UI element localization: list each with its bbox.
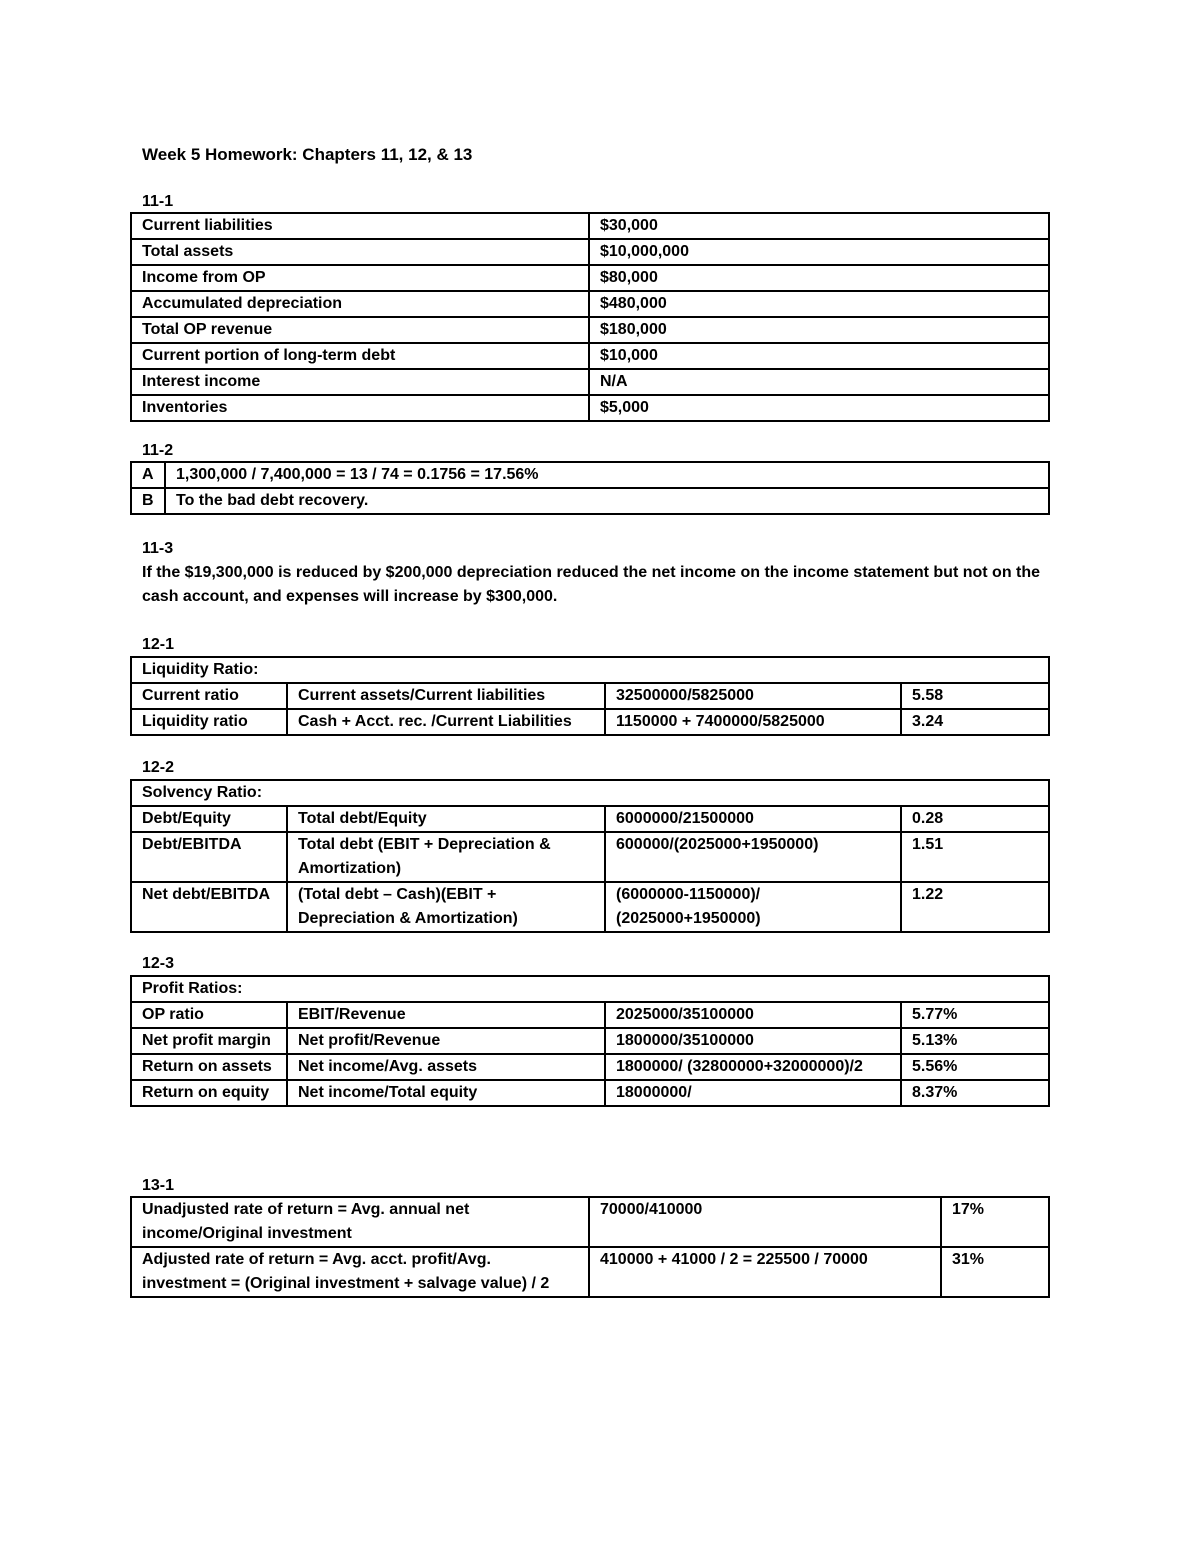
table-row	[131, 1002, 1049, 1028]
table-row	[131, 683, 1049, 709]
table-cell: 70000/410000	[589, 1197, 941, 1247]
table-cell: Total OP revenue	[131, 317, 589, 343]
table-cell: 1,300,000 / 7,400,000 = 13 / 74 = 0.1756 = 17.56%	[165, 462, 1049, 488]
table-12-3	[130, 975, 1050, 1107]
table-cell: 18000000/	[605, 1080, 901, 1106]
page-title: Week 5 Homework: Chapters 11, 12, & 13	[142, 145, 473, 164]
table-row	[131, 343, 1049, 369]
table-row	[131, 1247, 1049, 1297]
table-cell: Liquidity ratio	[131, 709, 287, 735]
table-cell: $180,000	[589, 317, 1049, 343]
table-cell: 410000 + 41000 / 2 = 225500 / 70000	[589, 1247, 941, 1297]
table-header: Profit Ratios:	[131, 976, 1049, 1002]
table-cell: Debt/Equity	[131, 806, 287, 832]
table-header: Liquidity Ratio:	[131, 657, 1049, 683]
table-cell: $30,000	[589, 213, 1049, 239]
table-row	[131, 462, 1049, 488]
table-cell: 1.22	[901, 882, 1049, 932]
table-cell: Return on assets	[131, 1054, 287, 1080]
table-cell: Cash + Acct. rec. /Current Liabilities	[287, 709, 605, 735]
table-row	[131, 1080, 1049, 1106]
table-cell: 8.37%	[901, 1080, 1049, 1106]
table-row	[131, 806, 1049, 832]
table-cell: EBIT/Revenue	[287, 1002, 605, 1028]
table-cell: 5.77%	[901, 1002, 1049, 1028]
section-label-11-3: 11-3	[142, 540, 174, 557]
table-cell: $10,000	[589, 343, 1049, 369]
table-row	[131, 265, 1049, 291]
table-cell: 32500000/5825000	[605, 683, 901, 709]
table-row	[131, 882, 1049, 932]
table-header-row	[131, 780, 1049, 806]
table-12-1	[130, 656, 1050, 736]
table-cell: (Total debt – Cash)(EBIT + Depreciation & Amortization)	[287, 882, 605, 932]
table-header: Solvency Ratio:	[131, 780, 1049, 806]
table-cell: 3.24	[901, 709, 1049, 735]
table-cell: (6000000-1150000)/ (2025000+1950000)	[605, 882, 901, 932]
table-row	[131, 317, 1049, 343]
table-cell: Total debt/Equity	[287, 806, 605, 832]
table-cell: OP ratio	[131, 1002, 287, 1028]
table-cell: Debt/EBITDA	[131, 832, 287, 882]
table-cell: Unadjusted rate of return = Avg. annual net income/Original investment	[131, 1197, 589, 1247]
section-label-11-2: 11-2	[142, 442, 174, 459]
section-label-11-1: 11-1	[142, 193, 174, 210]
table-cell: 6000000/21500000	[605, 806, 901, 832]
table-cell: Total assets	[131, 239, 589, 265]
table-cell: To the bad debt recovery.	[165, 488, 1049, 514]
table-cell: Net income/Avg. assets	[287, 1054, 605, 1080]
table-header-row	[131, 657, 1049, 683]
table-cell: 0.28	[901, 806, 1049, 832]
table-row	[131, 239, 1049, 265]
table-cell: Net profit/Revenue	[287, 1028, 605, 1054]
table-cell: Inventories	[131, 395, 589, 421]
table-cell: A	[131, 462, 165, 488]
table-row	[131, 709, 1049, 735]
table-header-row	[131, 976, 1049, 1002]
table-cell: B	[131, 488, 165, 514]
table-cell: 5.58	[901, 683, 1049, 709]
table-cell: 5.13%	[901, 1028, 1049, 1054]
table-11-1	[130, 212, 1050, 422]
table-cell: 2025000/35100000	[605, 1002, 901, 1028]
table-cell: Interest income	[131, 369, 589, 395]
table-cell: 1.51	[901, 832, 1049, 882]
table-cell: Current assets/Current liabilities	[287, 683, 605, 709]
table-cell: Income from OP	[131, 265, 589, 291]
table-row	[131, 395, 1049, 421]
table-cell: $80,000	[589, 265, 1049, 291]
table-cell: Accumulated depreciation	[131, 291, 589, 317]
section-label-13-1: 13-1	[142, 1177, 175, 1194]
table-cell: 17%	[941, 1197, 1049, 1247]
table-cell: $480,000	[589, 291, 1049, 317]
table-cell: Adjusted rate of return = Avg. acct. profit/Avg. investment = (Original investment + salvage value) / 2	[131, 1247, 589, 1297]
table-cell: Return on equity	[131, 1080, 287, 1106]
section-label-12-2: 12-2	[142, 759, 175, 776]
table-13-1	[130, 1196, 1050, 1298]
section-label-12-3: 12-3	[142, 955, 175, 972]
table-cell: N/A	[589, 369, 1049, 395]
table-cell: 1150000 + 7400000/5825000	[605, 709, 901, 735]
table-cell: 31%	[941, 1247, 1049, 1297]
table-row	[131, 213, 1049, 239]
table-row	[131, 291, 1049, 317]
table-row	[131, 488, 1049, 514]
table-11-2	[130, 461, 1050, 515]
table-cell: Net income/Total equity	[287, 1080, 605, 1106]
table-row	[131, 1028, 1049, 1054]
table-cell: 1800000/35100000	[605, 1028, 901, 1054]
table-12-2	[130, 779, 1050, 933]
table-row	[131, 1054, 1049, 1080]
table-cell: 600000/(2025000+1950000)	[605, 832, 901, 882]
section-label-12-1: 12-1	[142, 636, 175, 653]
table-cell: Total debt (EBIT + Depreciation & Amortization)	[287, 832, 605, 882]
table-row	[131, 369, 1049, 395]
table-row	[131, 832, 1049, 882]
table-cell: Current liabilities	[131, 213, 589, 239]
table-cell: Current portion of long-term debt	[131, 343, 589, 369]
table-cell: Net profit margin	[131, 1028, 287, 1054]
table-row	[131, 1197, 1049, 1247]
table-cell: $10,000,000	[589, 239, 1049, 265]
table-cell: 5.56%	[901, 1054, 1049, 1080]
table-cell: Current ratio	[131, 683, 287, 709]
answer-paragraph-11-3: If the $19,300,000 is reduced by $200,000 depreciation reduced the net income on the income statement but not on the cash account, and expenses will increase by $300,000.	[142, 564, 1041, 605]
table-cell: 1800000/ (32800000+32000000)/2	[605, 1054, 901, 1080]
table-cell: $5,000	[589, 395, 1049, 421]
table-cell: Net debt/EBITDA	[131, 882, 287, 932]
